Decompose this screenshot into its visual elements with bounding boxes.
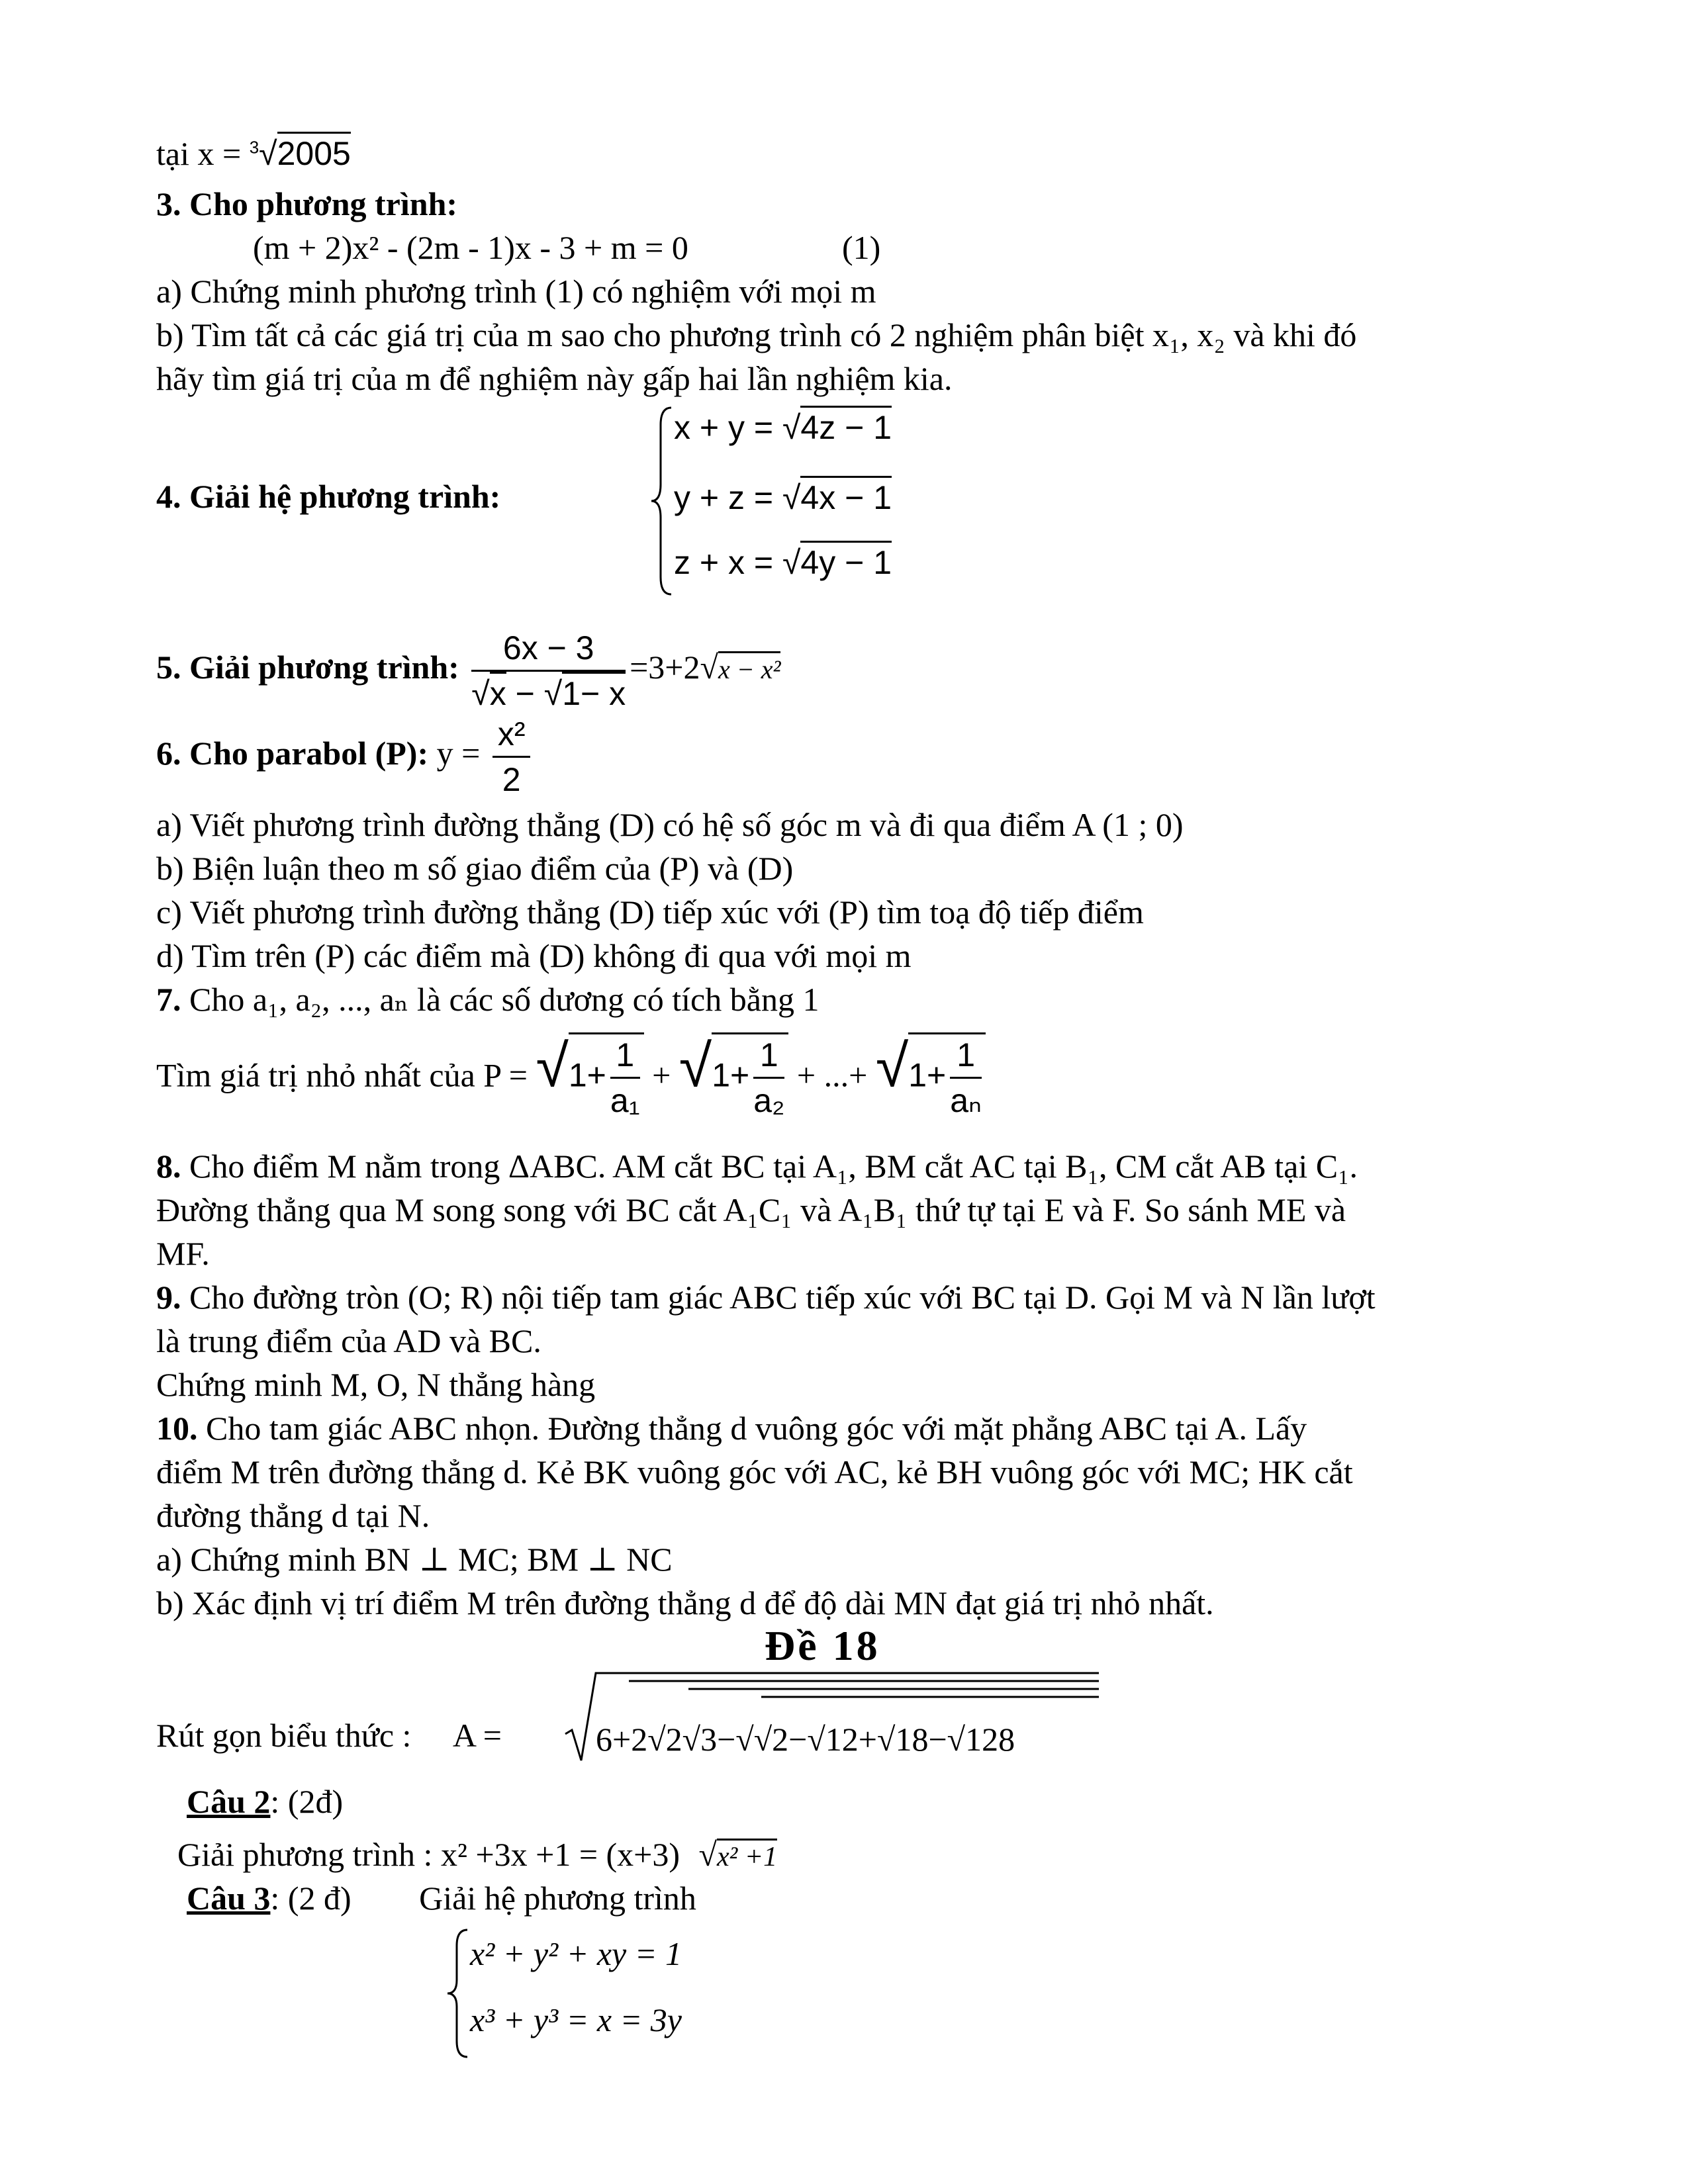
sqrt-icon: √ <box>471 675 490 712</box>
eq1-left: x + y = <box>674 409 782 446</box>
problem-7-line2 <box>156 1032 986 1120</box>
problem-4-title: 4. Giải hệ phương trình: <box>156 478 501 515</box>
problem-6-c: c) Viết phương trình đường thẳng (D) tiếp xúc với (P) tìm toạ độ tiếp điểm <box>156 893 1144 931</box>
problem-10-number: 10. <box>156 1410 198 1447</box>
question-3-points: : (2 đ) <box>270 1880 352 1917</box>
nested-radical-expr: 6+2√2√3−√√2−√12+√18−√128 <box>596 1721 1015 1758</box>
term-2-num: 1 <box>753 1036 784 1079</box>
question-3-label-line <box>187 1877 696 1919</box>
sqrt-icon: √ <box>782 409 801 446</box>
term-2-fraction <box>753 1036 784 1120</box>
plus-sign: + <box>652 1056 671 1094</box>
equation-text: (m + 2)x² - (2m - 1)x - 3 + m = 0 <box>253 229 688 266</box>
problem-9-line3: Chứng minh M, O, N thẳng hàng <box>156 1366 596 1403</box>
problem-6-title-line <box>156 715 534 799</box>
fraction-denominator: 2 <box>502 761 521 798</box>
system-4-eq3 <box>674 541 892 584</box>
question-2-equation <box>177 1833 777 1878</box>
system-brace-3 <box>445 1927 471 2060</box>
term-2-prefix: 1+ <box>712 1056 750 1094</box>
problem-8-line3: MF. <box>156 1235 210 1272</box>
problem-5-rhs: =3+2 <box>630 648 700 686</box>
problem-5 <box>156 629 780 713</box>
problem-7-min-label: Tìm giá trị nhỏ nhất của P = <box>156 1056 536 1094</box>
problem-10-text1: Cho tam giác ABC nhọn. Đường thẳng d vuông góc với mặt phẳng ABC tại A. Lấy <box>197 1410 1307 1447</box>
problem-10-line1 <box>156 1407 1307 1449</box>
sqrt-icon: √ <box>875 1033 909 1100</box>
question-3-eq1: x² + y² + xy = 1 <box>470 1935 682 1972</box>
fraction-denominator: √x − √1− x <box>471 672 626 713</box>
simplify-line <box>156 1714 502 1756</box>
problem-3-a: a) Chứng minh phương trình (1) có nghiệm với mọi m <box>156 273 876 310</box>
problem-7-line1 <box>156 978 819 1021</box>
cube-root-symbol: $^3$√ <box>249 135 277 172</box>
problem-5-title: 5. Giải phương trình: <box>156 648 459 686</box>
problem-7-text: Cho a₁, a₂, ..., aₙ là các số dương có tích bằng 1 <box>181 981 820 1018</box>
problem-8-text1: Cho điểm M nằm trong ΔABC. AM cắt BC tại A₁, BM cắt AC tại B₁, CM cắt AB tại C₁. <box>181 1148 1358 1185</box>
eq2-radicand: 4x − 1 <box>800 476 892 516</box>
cube-root-value: 2005 <box>277 132 351 172</box>
term-2-den: a₂ <box>753 1082 785 1119</box>
problem-7-number: 7. <box>156 981 181 1018</box>
sqrt-icon: √ <box>700 648 718 686</box>
problem-9-line1 <box>156 1276 1376 1318</box>
eq3-left: z + x = <box>674 544 782 581</box>
problem-6-d: d) Tìm trên (P) các điểm mà (D) không đi qua với mọi m <box>156 937 912 974</box>
term-n-fraction <box>950 1036 982 1120</box>
question-3-eq2: x³ + y³ = x = 3y <box>470 2001 682 2038</box>
exam-title: Đề 18 <box>765 1622 880 1669</box>
problem-5-fraction <box>471 629 626 713</box>
problem-8-line1 <box>156 1145 1358 1187</box>
question-2-label-line <box>187 1780 343 1823</box>
system-4-eq2 <box>674 477 892 519</box>
question-3-label: Câu 3 <box>187 1880 271 1917</box>
problem-8-number: 8. <box>156 1148 181 1185</box>
line-tai-x <box>156 132 351 175</box>
term-1-prefix: 1+ <box>568 1056 606 1094</box>
problem-9-line2: là trung điểm của AD và BC. <box>156 1322 541 1359</box>
problem-9-number: 9. <box>156 1279 181 1316</box>
problem-10-line2: điểm M trên đường thẳng d. Kẻ BK vuông góc với AC, kẻ BH vuông góc với MC; HK cắt <box>156 1453 1353 1490</box>
problem-5-radicand: x − x² <box>718 651 781 684</box>
sqrt-term-n <box>908 1032 986 1120</box>
simplify-a: A = <box>452 1717 502 1754</box>
term-1-num: 1 <box>610 1036 640 1079</box>
problem-8-line2: Đường thẳng qua M song song với BC cắt A₁C₁ và A₁B₁ thứ tự tại E và F. So sánh ME và <box>156 1191 1346 1228</box>
problem-3-equation <box>253 226 881 269</box>
problem-6-title: 6. Cho parabol (P): <box>156 734 429 772</box>
problem-10-b: b) Xác định vị trí điểm M trên đường thẳng d để độ dài MN đạt giá trị nhỏ nhất. <box>156 1584 1214 1621</box>
equation-number: (1) <box>842 229 881 266</box>
sqrt-icon: √ <box>679 1033 712 1100</box>
eq1-radicand: 4z − 1 <box>800 406 892 446</box>
eq2-left: y + z = <box>674 479 782 516</box>
den-radicand-b: 1− x <box>562 672 626 712</box>
den-radicand-a: x <box>490 672 506 712</box>
sqrt-icon: √ <box>536 1033 569 1100</box>
problem-6-b: b) Biện luận theo m số giao điểm của (P) và (D) <box>156 850 794 887</box>
problem-6-a: a) Viết phương trình đường thẳng (D) có hệ số góc m và đi qua điểm A (1 ; 0) <box>156 806 1184 843</box>
question-2-label: Câu 2 <box>187 1783 271 1820</box>
problem-6-y: y = <box>428 734 489 772</box>
problem-3-title: 3. Cho phương trình: <box>156 185 458 222</box>
sqrt-icon: √ <box>698 1836 717 1873</box>
problem-6-fraction <box>492 715 531 799</box>
dots-sign: + ...+ <box>796 1056 868 1094</box>
problem-9-text1: Cho đường tròn (O; R) nội tiếp tam giác ABC tiếp xúc với BC tại D. Gọi M và N lần lượt <box>181 1279 1376 1316</box>
term-n-den: aₙ <box>950 1082 982 1119</box>
term-1-den: a₁ <box>610 1082 640 1119</box>
sqrt-icon: √ <box>543 675 563 712</box>
sqrt-term-2 <box>712 1032 788 1120</box>
term-n-prefix: 1+ <box>908 1056 947 1094</box>
sqrt-icon: √ <box>782 544 801 581</box>
question-3-text: Giải hệ phương trình <box>419 1880 696 1917</box>
term-1-fraction <box>610 1036 640 1120</box>
sqrt-term-1 <box>569 1032 644 1120</box>
question-2-text: Giải phương trình : x² +3x +1 = (x+3) <box>177 1836 680 1873</box>
system-brace-4 <box>649 405 675 597</box>
problem-10-line3: đường thẳng d tại N. <box>156 1497 430 1534</box>
tai-x-prefix: tại x = <box>156 135 250 172</box>
term-n-num: 1 <box>950 1036 982 1079</box>
problem-10-a: a) Chứng minh BN ⊥ MC; BM ⊥ NC <box>156 1541 673 1578</box>
question-2-points: : (2đ) <box>270 1783 344 1820</box>
problem-3-b-line1: b) Tìm tất cả các giá trị của m sao cho phương trình có 2 nghiệm phân biệt x₁, x₂ và khi đó <box>156 316 1357 353</box>
system-4-eq1 <box>674 406 892 449</box>
question-2-radicand: x² +1 <box>717 1839 777 1872</box>
sqrt-icon: √ <box>782 479 801 516</box>
eq3-radicand: 4y − 1 <box>800 541 892 581</box>
problem-3-b-line2: hãy tìm giá trị của m để nghiệm này gấp hai lần nghiệm kia. <box>156 360 953 397</box>
fraction-numerator: 6x − 3 <box>471 629 626 672</box>
fraction-numerator: x² <box>492 715 531 758</box>
simplify-label: Rút gọn biểu thức : <box>156 1717 412 1754</box>
